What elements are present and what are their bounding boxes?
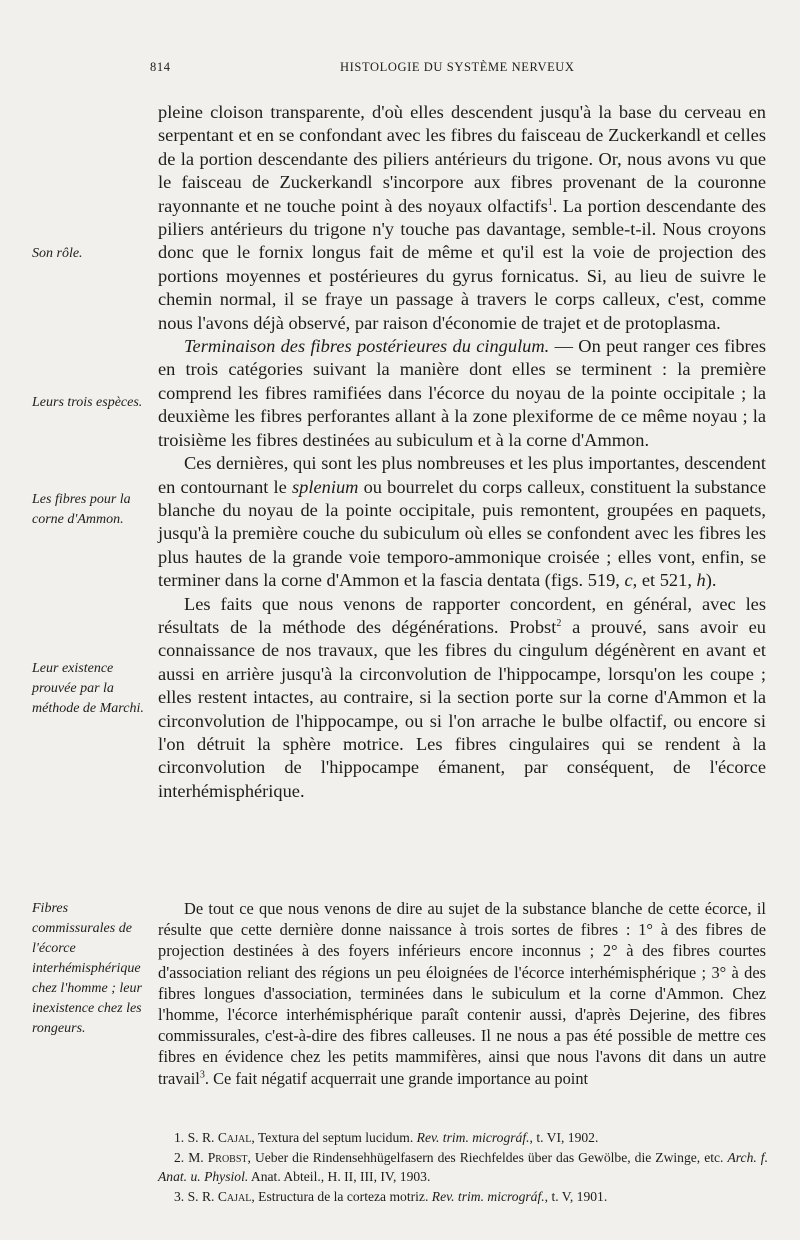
section-title: Terminaison des fibres postérieures du cingulum.: [184, 336, 550, 357]
paragraph-summary: De tout ce que nous venons de dire au sujet de la substance blanche de cette écorce, il résulte que cette dernière donne naissance à trois sortes de fibres : 1° à des fibres de projection destinées à des foyers inférieurs encore inconnus ; 2° à des fibres courtes d'association reliant des régions un peu éloignées de l'écorce interhémisphérique ; 3° à des fibres longues d'association, terminées dans le subiculum et la corne d'Ammon. Chez l'homme, l'écorce interhémisphérique paraît contenir aussi, d'après Dejerine, des fibres commissurales, c'est-à-dire des fibres calleuses. Il ne nous a pas été possible de mettre ces fibres en évidence chez les petits mammifères, ainsi que nous l'avons dit dans un autre travail$^3$. Ce fait négatif acquerrait une grande importance au point: [158, 899, 766, 1088]
paragraph-continuation: pleine cloison transparente, d'où elles descendent jusqu'à la base du cerveau en serpentant et en se confondant avec les fibres du faisceau de Zuckerkandl et celles de la portion descendante des piliers antérieurs du trigone. Or, nous avons vu que le faisceau de Zuckerkandl s'incorpore aux fibres provenant de la couronne rayonnante et ne touche point à des noyaux olfactifs$^1$. La portion descendante des piliers antérieurs du trigone n'y touche pas davantage, semble-t-il. Nous croyons donc que le fornix longus fait de même et qu'il est la voie de projection des portions moyennes et postérieures du gyrus fornicatus. Si, au lieu de suivre le chemin normal, il se fraye un passage à travers le corps calleux, c'est, comme nous l'avons déjà observé, par raison d'économie de trajet et de protoplasma.: [158, 102, 766, 333]
paragraph-degeneration: Les faits que nous venons de rapporter concordent, en général, avec les résultats de la méthode des dégénérations. Probst$^2$ a prouvé, sans avoir eu connaissance de nos travaux, que les fibres du cingulum dégénèrent en avant et aussi en arrière jusqu'à la circonvolution de l'hippocampe, lorsqu'on les coupe ; elles restent intactes, au contraire, si la section porte sur la corne d'Ammon et la circonvolution de l'hippocampe, ou si l'on arrache le bulbe olfactif, ou encore si l'on détruit la sphère motrice. Les fibres cingulaires qui se rendent à la circonvolution de l'hippocampe émanent, par conséquent, de l'écorce interhémisphérique.: [158, 593, 766, 801]
footnote-1: 1. S. R. Cajal, Textura del septum lucidum. Rev. trim. micrográf., t. VI, 1902.: [174, 1130, 599, 1145]
footnote-ref: 1: [547, 196, 553, 208]
paragraph-termination: Terminaison des fibres postérieures du cingulum. — On peut ranger ces fibres en trois catégories suivant la manière dont elles se terminent : la première comprend les fibres ramifiées dans l'écorce du noyau de la pointe occipitale ; la deuxième les fibres perforantes allant à la zone plexiforme de ce même noyau ; la troisième les fibres destinées au subiculum et à la corne d'Ammon.: [158, 336, 766, 450]
paragraph-last-fibres: Ces dernières, qui sont les plus nombreuses et les plus importantes, descendent en contournant le splenium ou bourrelet du corps calleux, constituent la substance blanche du noyau de la pointe occipitale, puis remontent, groupées en paquets, jusqu'à la première couche du subiculum où elles se confondent avec les fibres les plus hautes de la grande voie temporo-ammonique croisée ; elles vont, enfin, se terminer dans la corne d'Ammon et la fascia dentata (figs. 519, c, et 521, h).: [158, 453, 766, 591]
running-title: HISTOLOGIE DU SYSTÈME NERVEUX: [340, 60, 575, 74]
footnote-ref: 3: [199, 1069, 205, 1081]
margin-note-role: Son rôle.: [32, 246, 83, 261]
footnote-2: 2. M. Probst, Ueber die Rindensehhügelfasern des Riechfeldes über das Gewölbe, die Zwinge, etc. Arch. f. Anat. u. Physiol. Anat. Abteil., H. II, III, IV, 1903.: [158, 1149, 768, 1184]
margin-note-three-species: Leurs trois espèces.: [32, 395, 143, 410]
margin-note-marchi-method: Leur existence prouvée par la méthode de Marchi.: [32, 661, 144, 716]
summary-text: [158, 898, 766, 1089]
footnote-ref: 2: [556, 617, 562, 629]
page-number: 814: [150, 60, 171, 74]
margin-note-commissural-fibres: Fibres commissurales de l'écorce interhémisphérique chez l'homme ; leur inexistence chez les rongeurs.: [32, 901, 142, 1036]
footnote-3: 3. S. R. Cajal, Estructura de la corteza motriz. Rev. trim. micrográf., t. V, 1901.: [174, 1188, 608, 1204]
margin-note-ammon-fibres: Les fibres pour la corne d'Ammon.: [32, 492, 131, 527]
footnotes: [158, 1128, 768, 1206]
main-text: [158, 101, 766, 803]
running-header: [150, 60, 770, 82]
